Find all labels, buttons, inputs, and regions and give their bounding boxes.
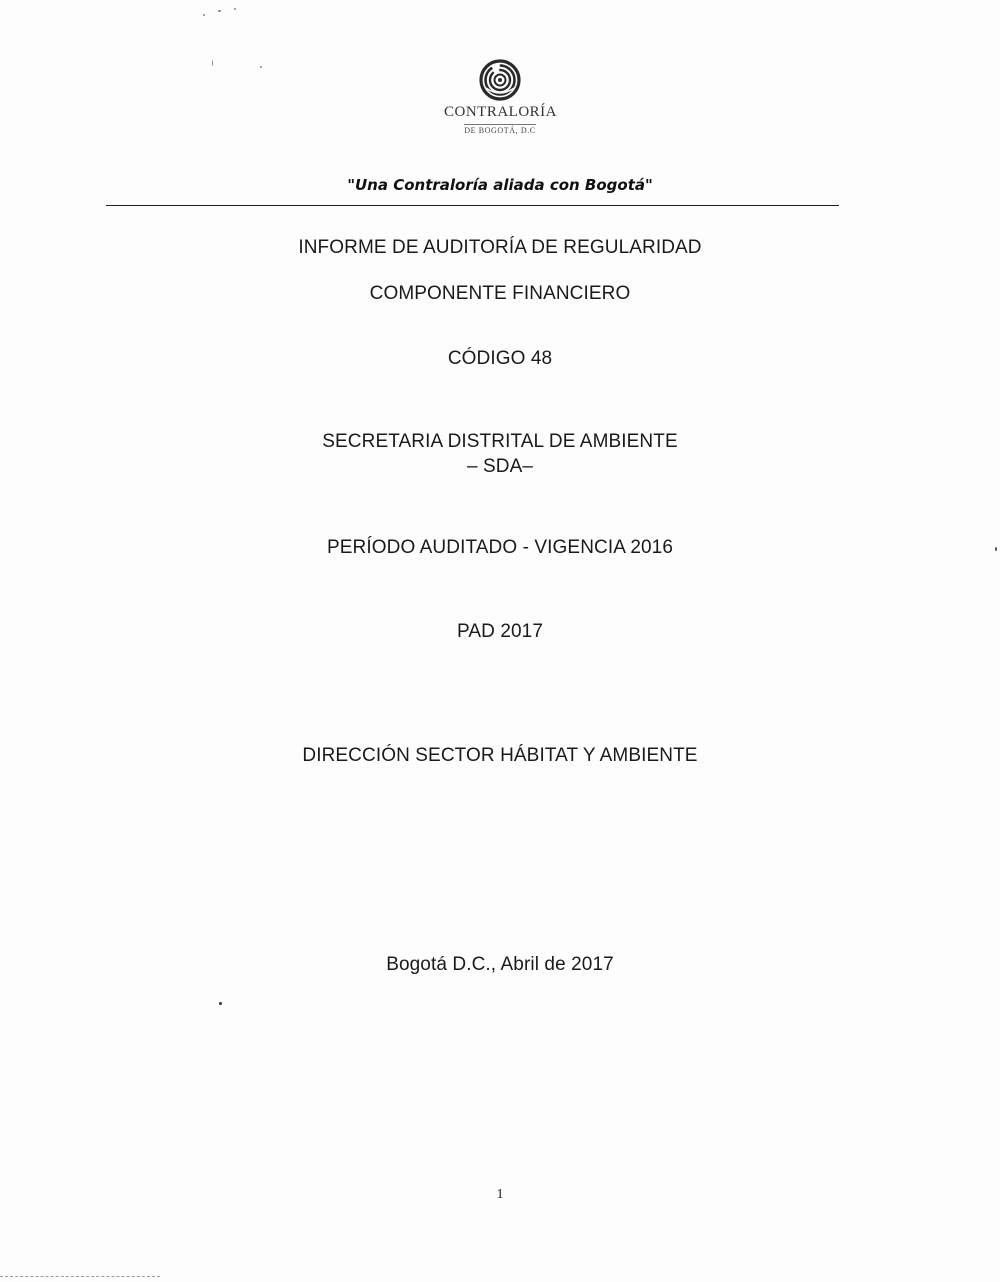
pad-year: PAD 2017 [456,621,543,642]
report-code: CÓDIGO 48 [447,348,553,369]
report-component: COMPONENTE FINANCIERO [369,283,631,304]
scan-speck [218,10,221,12]
scan-speck [234,8,236,10]
entity-name: SECRETARIA DISTRITAL DE AMBIENTE [322,431,678,452]
scan-edge-marks [0,1276,160,1279]
scan-speck [203,14,205,16]
page-number: 1 [496,1187,504,1202]
audited-period: PERÍODO AUDITADO - VIGENCIA 2016 [327,537,673,558]
scan-speck [212,60,213,66]
header-divider [106,205,839,206]
scan-speck [995,547,997,551]
place-date: Bogotá D.C., Abril de 2017 [386,954,614,975]
contraloria-logo [444,58,556,138]
motto: "Una Contraloría aliada con Bogotá" [347,176,653,194]
report-title: INFORME DE AUDITORÍA DE REGULARIDAD [298,237,702,258]
scan-speck [260,66,262,68]
logo-name: CONTRALORÍA [444,104,557,120]
contraloria-spiral-logo-icon [478,58,522,102]
directorate: DIRECCIÓN SECTOR HÁBITAT Y AMBIENTE [302,745,698,766]
entity-acronym: – SDA– [466,456,534,477]
scan-speck [219,1002,222,1005]
logo-subtitle: DE BOGOTÁ, D.C [464,126,536,135]
